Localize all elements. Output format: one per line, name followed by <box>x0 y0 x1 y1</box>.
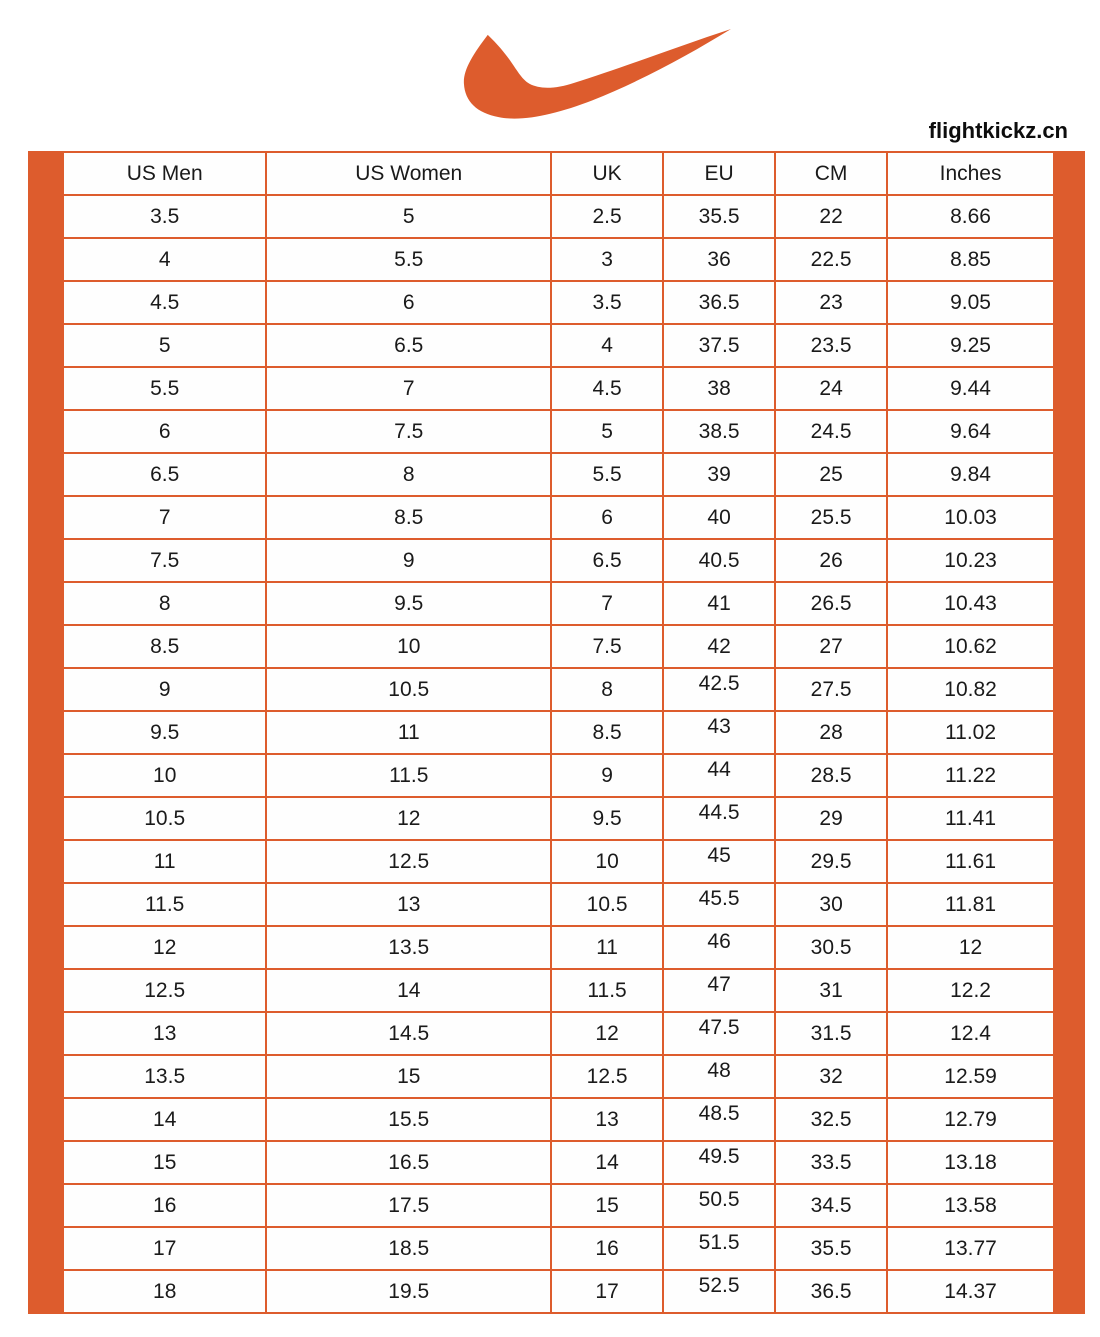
column-header: US Women <box>266 152 551 195</box>
size-cell: 12 <box>63 926 266 969</box>
size-cell: 10 <box>551 840 663 883</box>
size-cell: 11 <box>63 840 266 883</box>
size-cell: 23 <box>775 281 887 324</box>
table-row <box>63 926 1054 969</box>
left-accent-bar <box>28 151 62 1314</box>
size-cell: 14.5 <box>266 1012 551 1055</box>
size-cell: 28.5 <box>775 754 887 797</box>
table-row <box>63 539 1054 582</box>
size-cell: 13.5 <box>63 1055 266 1098</box>
size-cell: 42 <box>663 625 775 668</box>
page-header <box>0 0 1100 151</box>
size-cell: 29.5 <box>775 840 887 883</box>
size-cell: 30 <box>775 883 887 926</box>
size-cell: 52.5 <box>663 1270 775 1313</box>
nike-swoosh-icon <box>455 27 733 122</box>
size-cell: 6 <box>63 410 266 453</box>
table-row <box>63 1184 1054 1227</box>
size-cell: 9 <box>266 539 551 582</box>
size-cell: 47 <box>663 969 775 1012</box>
table-row <box>63 1141 1054 1184</box>
size-cell: 27.5 <box>775 668 887 711</box>
size-cell: 11 <box>551 926 663 969</box>
size-cell: 12 <box>551 1012 663 1055</box>
size-cell: 8.66 <box>887 195 1054 238</box>
table-row <box>63 754 1054 797</box>
size-cell: 12.5 <box>551 1055 663 1098</box>
size-cell: 8.5 <box>551 711 663 754</box>
size-cell: 25.5 <box>775 496 887 539</box>
size-cell: 11.61 <box>887 840 1054 883</box>
size-cell: 45 <box>663 840 775 883</box>
size-cell: 7.5 <box>63 539 266 582</box>
size-cell: 35.5 <box>775 1227 887 1270</box>
table-row <box>63 711 1054 754</box>
size-cell: 9.64 <box>887 410 1054 453</box>
table-row <box>63 840 1054 883</box>
column-header: EU <box>663 152 775 195</box>
column-header: Inches <box>887 152 1054 195</box>
size-cell: 17 <box>551 1270 663 1313</box>
size-cell: 40 <box>663 496 775 539</box>
table-row <box>63 238 1054 281</box>
size-cell: 10 <box>266 625 551 668</box>
size-cell: 7 <box>63 496 266 539</box>
size-cell: 24 <box>775 367 887 410</box>
size-conversion-table <box>62 151 1055 1314</box>
size-cell: 9.5 <box>266 582 551 625</box>
size-cell: 12.2 <box>887 969 1054 1012</box>
size-cell: 4.5 <box>551 367 663 410</box>
size-cell: 41 <box>663 582 775 625</box>
size-cell: 9.5 <box>63 711 266 754</box>
size-cell: 11.22 <box>887 754 1054 797</box>
size-cell: 48.5 <box>663 1098 775 1141</box>
size-chart-section <box>28 151 1085 1314</box>
size-cell: 18.5 <box>266 1227 551 1270</box>
size-cell: 6 <box>551 496 663 539</box>
size-cell: 5 <box>63 324 266 367</box>
size-cell: 5 <box>551 410 663 453</box>
size-cell: 4.5 <box>63 281 266 324</box>
table-row <box>63 453 1054 496</box>
size-cell: 7.5 <box>551 625 663 668</box>
table-row <box>63 797 1054 840</box>
size-cell: 12.5 <box>63 969 266 1012</box>
size-cell: 19.5 <box>266 1270 551 1313</box>
size-cell: 3 <box>551 238 663 281</box>
table-row <box>63 1270 1054 1313</box>
size-cell: 8 <box>551 668 663 711</box>
size-cell: 7.5 <box>266 410 551 453</box>
size-cell: 27 <box>775 625 887 668</box>
size-cell: 39 <box>663 453 775 496</box>
size-cell: 31 <box>775 969 887 1012</box>
size-cell: 25 <box>775 453 887 496</box>
size-cell: 9 <box>551 754 663 797</box>
size-cell: 15 <box>551 1184 663 1227</box>
size-cell: 6.5 <box>266 324 551 367</box>
table-row <box>63 1227 1054 1270</box>
size-cell: 35.5 <box>663 195 775 238</box>
size-cell: 44.5 <box>663 797 775 840</box>
size-cell: 9.5 <box>551 797 663 840</box>
size-cell: 8 <box>63 582 266 625</box>
size-cell: 9 <box>63 668 266 711</box>
size-cell: 5.5 <box>266 238 551 281</box>
size-cell: 15.5 <box>266 1098 551 1141</box>
table-row <box>63 367 1054 410</box>
size-cell: 10.62 <box>887 625 1054 668</box>
size-cell: 46 <box>663 926 775 969</box>
column-header: UK <box>551 152 663 195</box>
size-cell: 4 <box>551 324 663 367</box>
size-cell: 38.5 <box>663 410 775 453</box>
size-cell: 44 <box>663 754 775 797</box>
size-cell: 17.5 <box>266 1184 551 1227</box>
size-cell: 6 <box>266 281 551 324</box>
size-cell: 22.5 <box>775 238 887 281</box>
table-row <box>63 1012 1054 1055</box>
size-cell: 43 <box>663 711 775 754</box>
size-cell: 36 <box>663 238 775 281</box>
size-cell: 16 <box>63 1184 266 1227</box>
table-row <box>63 1098 1054 1141</box>
size-cell: 38 <box>663 367 775 410</box>
size-cell: 37.5 <box>663 324 775 367</box>
size-cell: 3.5 <box>551 281 663 324</box>
size-cell: 14 <box>63 1098 266 1141</box>
table-row <box>63 1055 1054 1098</box>
table-row <box>63 410 1054 453</box>
size-cell: 11.5 <box>63 883 266 926</box>
size-cell: 24.5 <box>775 410 887 453</box>
size-cell: 10.23 <box>887 539 1054 582</box>
table-row <box>63 668 1054 711</box>
size-cell: 28 <box>775 711 887 754</box>
column-header: CM <box>775 152 887 195</box>
size-cell: 13.18 <box>887 1141 1054 1184</box>
size-cell: 10.43 <box>887 582 1054 625</box>
size-cell: 11.5 <box>551 969 663 1012</box>
size-cell: 13 <box>63 1012 266 1055</box>
size-cell: 12 <box>266 797 551 840</box>
size-cell: 18 <box>63 1270 266 1313</box>
table-row <box>63 281 1054 324</box>
size-cell: 5.5 <box>63 367 266 410</box>
size-cell: 40.5 <box>663 539 775 582</box>
size-cell: 31.5 <box>775 1012 887 1055</box>
right-accent-bar <box>1055 151 1085 1314</box>
size-cell: 30.5 <box>775 926 887 969</box>
size-cell: 12.5 <box>266 840 551 883</box>
size-cell: 11 <box>266 711 551 754</box>
size-cell: 10.03 <box>887 496 1054 539</box>
size-cell: 10.5 <box>63 797 266 840</box>
size-cell: 10.5 <box>551 883 663 926</box>
size-cell: 34.5 <box>775 1184 887 1227</box>
table-row <box>63 969 1054 1012</box>
size-cell: 6.5 <box>551 539 663 582</box>
size-cell: 10 <box>63 754 266 797</box>
size-cell: 48 <box>663 1055 775 1098</box>
size-cell: 45.5 <box>663 883 775 926</box>
size-cell: 16 <box>551 1227 663 1270</box>
size-cell: 13.58 <box>887 1184 1054 1227</box>
size-cell: 36.5 <box>663 281 775 324</box>
table-row <box>63 496 1054 539</box>
size-cell: 29 <box>775 797 887 840</box>
size-cell: 33.5 <box>775 1141 887 1184</box>
size-cell: 36.5 <box>775 1270 887 1313</box>
size-cell: 26 <box>775 539 887 582</box>
size-cell: 12.59 <box>887 1055 1054 1098</box>
column-header: US Men <box>63 152 266 195</box>
size-cell: 15 <box>63 1141 266 1184</box>
size-cell: 8.5 <box>266 496 551 539</box>
size-cell: 16.5 <box>266 1141 551 1184</box>
size-cell: 12.79 <box>887 1098 1054 1141</box>
size-cell: 4 <box>63 238 266 281</box>
size-cell: 13 <box>266 883 551 926</box>
size-cell: 12 <box>887 926 1054 969</box>
size-cell: 13 <box>551 1098 663 1141</box>
header-row <box>63 152 1054 195</box>
table-row <box>63 324 1054 367</box>
size-cell: 13.5 <box>266 926 551 969</box>
size-cell: 50.5 <box>663 1184 775 1227</box>
size-cell: 9.44 <box>887 367 1054 410</box>
size-cell: 32.5 <box>775 1098 887 1141</box>
size-cell: 14 <box>266 969 551 1012</box>
table-row <box>63 625 1054 668</box>
table-row <box>63 195 1054 238</box>
size-cell: 26.5 <box>775 582 887 625</box>
size-cell: 42.5 <box>663 668 775 711</box>
size-cell: 5.5 <box>551 453 663 496</box>
size-cell: 6.5 <box>63 453 266 496</box>
size-cell: 12.4 <box>887 1012 1054 1055</box>
table-row <box>63 883 1054 926</box>
size-cell: 13.77 <box>887 1227 1054 1270</box>
size-cell: 14 <box>551 1141 663 1184</box>
size-cell: 7 <box>266 367 551 410</box>
size-cell: 23.5 <box>775 324 887 367</box>
size-cell: 8 <box>266 453 551 496</box>
size-cell: 9.84 <box>887 453 1054 496</box>
size-cell: 22 <box>775 195 887 238</box>
size-cell: 32 <box>775 1055 887 1098</box>
size-cell: 10.82 <box>887 668 1054 711</box>
size-cell: 47.5 <box>663 1012 775 1055</box>
size-cell: 2.5 <box>551 195 663 238</box>
site-name: flightkickz.cn <box>928 118 1068 143</box>
size-cell: 11.5 <box>266 754 551 797</box>
size-cell: 7 <box>551 582 663 625</box>
size-cell: 17 <box>63 1227 266 1270</box>
size-cell: 9.25 <box>887 324 1054 367</box>
size-cell: 8.5 <box>63 625 266 668</box>
size-cell: 8.85 <box>887 238 1054 281</box>
size-cell: 49.5 <box>663 1141 775 1184</box>
size-cell: 11.81 <box>887 883 1054 926</box>
size-cell: 5 <box>266 195 551 238</box>
size-cell: 51.5 <box>663 1227 775 1270</box>
size-cell: 15 <box>266 1055 551 1098</box>
size-cell: 3.5 <box>63 195 266 238</box>
size-cell: 11.41 <box>887 797 1054 840</box>
size-cell: 11.02 <box>887 711 1054 754</box>
size-cell: 10.5 <box>266 668 551 711</box>
table-row <box>63 582 1054 625</box>
size-cell: 9.05 <box>887 281 1054 324</box>
size-cell: 14.37 <box>887 1270 1054 1313</box>
